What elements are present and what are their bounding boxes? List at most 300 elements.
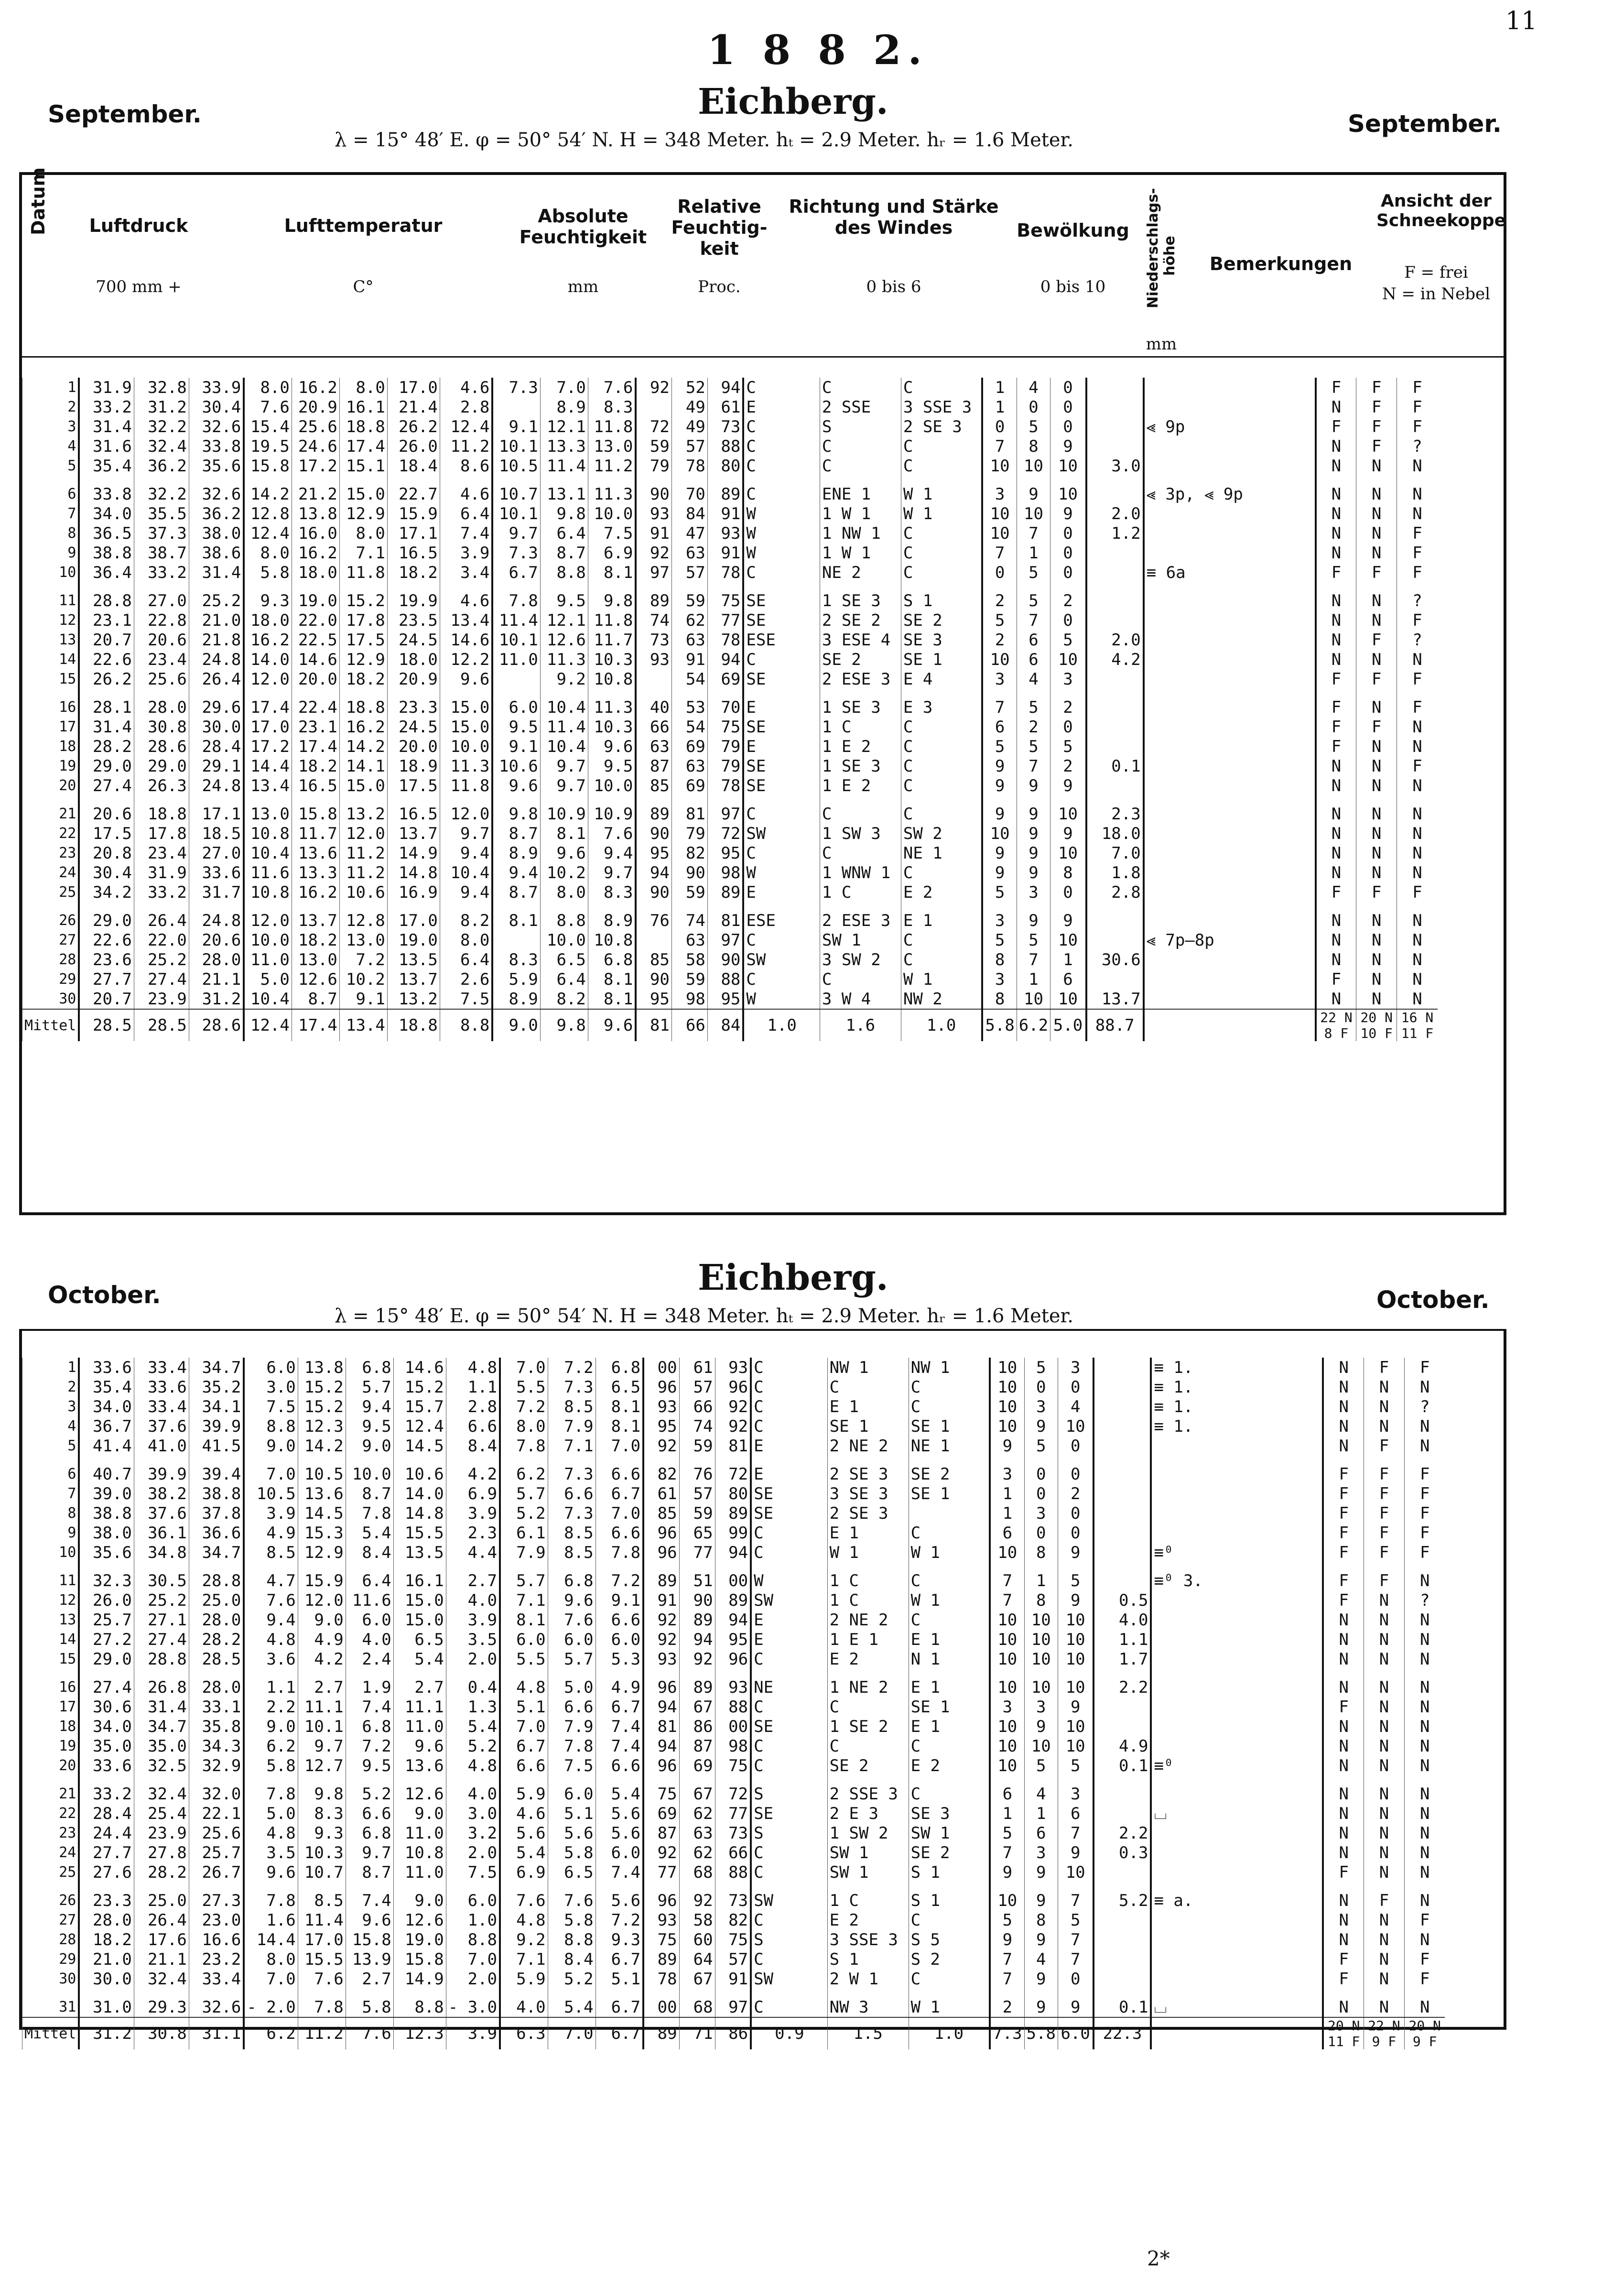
table-cell: 10 <box>982 523 1017 543</box>
table-cell: 8.0 <box>540 882 588 902</box>
table-cell: 14.6 <box>440 630 492 650</box>
table-cell: 93 <box>643 1649 679 1669</box>
table-cell: 4.8 <box>446 1756 500 1775</box>
table-cell: 34.0 <box>79 504 134 523</box>
table-cell: 73 <box>715 1891 751 1910</box>
mean-cell: 71 <box>679 2017 715 2049</box>
table-cell: 95 <box>707 843 743 863</box>
table-cell: 31.2 <box>134 397 189 417</box>
table-cell: 10.4 <box>244 843 292 863</box>
table-cell: F <box>1323 1484 1364 1503</box>
month-label-september-right: September. <box>1348 110 1502 138</box>
table-cell: 1 <box>990 1503 1024 1523</box>
table-cell: F <box>1356 630 1397 650</box>
table-cell: E 1 <box>901 911 982 930</box>
table-cell: 10.2 <box>339 969 387 989</box>
mean-cell: 7.6 <box>346 2017 393 2049</box>
table-cell: ? <box>1404 1590 1445 1610</box>
table-row <box>22 737 1438 756</box>
table-cell: N <box>1404 1610 1445 1630</box>
table-cell: 89 <box>707 882 743 902</box>
table-cell: 9 <box>982 804 1017 824</box>
table-cell: 35.0 <box>134 1736 189 1756</box>
table-cell: 3 <box>22 417 79 436</box>
table-cell: 10 <box>1058 1862 1093 1882</box>
table-cell: SW <box>751 1891 827 1910</box>
table-cell: 8.4 <box>346 1543 393 1562</box>
header-lufttemperatur-unit: C° <box>353 277 374 296</box>
table-cell: 76 <box>636 911 671 930</box>
table-cell: C <box>909 1397 990 1416</box>
table-cell: 26.2 <box>79 669 134 689</box>
table-cell: F <box>1323 1949 1364 1969</box>
table-cell: 5.8 <box>244 1756 298 1775</box>
table-cell: 5.7 <box>500 1484 548 1503</box>
table-cell: 6.8 <box>346 1717 393 1736</box>
table-cell: 11 <box>22 1571 79 1590</box>
table-cell <box>1093 1571 1151 1590</box>
table-row <box>22 824 1438 843</box>
table-cell: 11.0 <box>393 1717 446 1736</box>
table-cell: 7.3 <box>548 1503 595 1523</box>
table-cell: 3.0 <box>244 1377 298 1397</box>
table-row <box>22 1677 1445 1697</box>
table-cell <box>1093 1436 1151 1456</box>
table-cell: 10 <box>990 1756 1024 1775</box>
table-cell: 29.0 <box>79 756 134 776</box>
table-cell: E <box>743 697 820 717</box>
table-cell: N <box>1364 1397 1404 1416</box>
table-cell: C <box>909 1910 990 1930</box>
table-cell: 6.7 <box>595 1997 643 2017</box>
table-cell: C <box>751 1358 827 1377</box>
station-coords-oct: λ = 15° 48′ E. φ = 50° 54′ N. H = 348 Meter. hₜ = 2.9 Meter. hᵣ = 1.6 Meter. <box>335 1305 1073 1327</box>
table-cell: 59 <box>671 591 707 610</box>
table-cell: 3 <box>1058 1784 1093 1804</box>
table-cell: 9.3 <box>298 1823 346 1843</box>
table-cell: 6.1 <box>500 1523 548 1543</box>
table-cell: 41.5 <box>189 1436 244 1456</box>
table-cell: 38.0 <box>79 1523 134 1543</box>
table-cell: 31.7 <box>189 882 244 902</box>
table-cell: C <box>820 804 901 824</box>
table-cell: 15 <box>22 1649 79 1669</box>
table-row <box>22 1736 1445 1756</box>
table-cell: 2 <box>982 630 1017 650</box>
table-row <box>22 1717 1445 1736</box>
table-cell: 25.2 <box>189 591 244 610</box>
table-cell: 8.0 <box>339 523 387 543</box>
table-cell: N <box>1316 863 1356 882</box>
table-cell: 20 <box>22 1756 79 1775</box>
table-cell: 3 <box>1050 669 1086 689</box>
table-cell: 4 <box>22 1416 79 1436</box>
table-cell: F <box>1404 1910 1445 1930</box>
table-cell: 9.7 <box>540 776 588 795</box>
table-cell: 10.0 <box>588 504 636 523</box>
table-row <box>22 1523 1445 1543</box>
table-cell: 22.4 <box>292 697 339 717</box>
table-cell: C <box>743 930 820 950</box>
table-cell: 7.4 <box>595 1736 643 1756</box>
table-row <box>22 378 1438 397</box>
table-cell: 33.2 <box>79 1784 134 1804</box>
table-cell: 11.7 <box>292 824 339 843</box>
table-cell: 93 <box>636 504 671 523</box>
table-cell: 7.4 <box>440 523 492 543</box>
header-niederschlag-unit: mm <box>1146 335 1177 354</box>
table-cell: F <box>1404 1523 1445 1543</box>
table-cell: 1 <box>22 378 79 397</box>
table-row <box>22 1590 1445 1610</box>
table-cell: 5 <box>1017 697 1050 717</box>
table-cell: N <box>1404 1997 1445 2017</box>
table-cell: 17 <box>22 1697 79 1717</box>
table-cell: C <box>820 456 901 476</box>
table-cell: 3.9 <box>446 1610 500 1630</box>
table-cell: 38.2 <box>134 1484 189 1503</box>
table-cell: 7.2 <box>346 1736 393 1756</box>
table-cell: S <box>751 1784 827 1804</box>
table-cell <box>1151 1630 1323 1649</box>
table-cell: 13 <box>22 630 79 650</box>
table-cell: SW 2 <box>901 824 982 843</box>
table-cell: N <box>1316 911 1356 930</box>
table-cell: ⪡ 7p–8p <box>1144 930 1316 950</box>
table-cell: 14.2 <box>339 737 387 756</box>
table-cell: 4.9 <box>1093 1736 1151 1756</box>
table-cell: 14.6 <box>292 650 339 669</box>
table-cell: N <box>1364 1736 1404 1756</box>
table-cell: 38.8 <box>79 543 134 563</box>
table-cell: 4.8 <box>244 1630 298 1649</box>
table-cell: 7.0 <box>540 378 588 397</box>
table-cell: 6.0 <box>492 697 540 717</box>
table-cell: 4.7 <box>244 1571 298 1590</box>
table-cell: C <box>743 378 820 397</box>
table-cell: ≡ 1. <box>1151 1397 1323 1416</box>
table-cell <box>1093 1416 1151 1436</box>
table-cell: N <box>1404 1784 1445 1804</box>
table-cell: 14.5 <box>393 1436 446 1456</box>
table-cell: 22.0 <box>292 610 339 630</box>
table-cell: 0 <box>1050 397 1086 417</box>
table-cell: 31.4 <box>189 563 244 582</box>
table-cell: 1.7 <box>1093 1649 1151 1669</box>
table-cell: E <box>751 1436 827 1456</box>
table-cell: 94 <box>636 863 671 882</box>
table-cell: 2.0 <box>446 1649 500 1669</box>
table-cell: 15.0 <box>440 697 492 717</box>
table-cell: C <box>901 737 982 756</box>
table-cell: 36.6 <box>189 1523 244 1543</box>
table-cell: N <box>1356 737 1397 756</box>
table-cell: 2.8 <box>440 397 492 417</box>
table-cell: 57 <box>671 436 707 456</box>
table-cell: SE <box>751 1503 827 1523</box>
table-cell: 7 <box>1058 1891 1093 1910</box>
table-cell: 39.4 <box>189 1464 244 1484</box>
table-cell: F <box>1397 523 1438 543</box>
table-cell: 1.1 <box>1093 1630 1151 1649</box>
table-cell: 8.2 <box>440 911 492 930</box>
table-cell: 10 <box>1058 1736 1093 1756</box>
table-cell: 9 <box>1058 1697 1093 1717</box>
table-cell <box>1151 1862 1323 1882</box>
table-cell: 1 <box>1017 969 1050 989</box>
table-cell: F <box>1356 717 1397 737</box>
table-cell <box>492 397 540 417</box>
table-cell: 26 <box>22 911 79 930</box>
table-cell: 20.7 <box>79 989 134 1009</box>
table-cell: 27.4 <box>134 969 189 989</box>
table-cell: C <box>901 378 982 397</box>
table-cell: SE <box>743 591 820 610</box>
table-cell: 12.6 <box>540 630 588 650</box>
table-cell: 23.2 <box>189 1949 244 1969</box>
table-cell: 22.5 <box>292 630 339 650</box>
table-cell: 23.1 <box>292 717 339 737</box>
table-cell: 13.8 <box>292 504 339 523</box>
table-cell: 18.8 <box>339 417 387 436</box>
table-cell: 61 <box>679 1358 715 1377</box>
table-cell: 9 <box>1050 911 1086 930</box>
table-cell: N <box>1316 543 1356 563</box>
table-cell: 35.4 <box>79 1377 134 1397</box>
table-cell: 17.6 <box>134 1930 189 1949</box>
table-cell: C <box>751 1862 827 1882</box>
table-cell <box>1093 1717 1151 1736</box>
table-cell: SE <box>743 610 820 630</box>
table-cell: 93 <box>643 1397 679 1416</box>
table-cell: 29.0 <box>134 756 189 776</box>
table-cell: 6.0 <box>548 1784 595 1804</box>
table-cell <box>1093 1543 1151 1562</box>
table-cell: 30 <box>22 1969 79 1989</box>
table-cell: 36.7 <box>79 1416 134 1436</box>
table-cell: 10 <box>1050 989 1086 1009</box>
table-cell: 39.9 <box>189 1416 244 1436</box>
table-cell: 9.4 <box>588 843 636 863</box>
table-cell: N <box>1404 1436 1445 1456</box>
table-cell: N <box>1316 630 1356 650</box>
mean-cell: 88.7 <box>1086 1009 1144 1041</box>
mean-cell <box>1144 1009 1316 1041</box>
table-cell: 3 <box>1024 1843 1058 1862</box>
table-cell: 24 <box>22 1843 79 1862</box>
table-cell: 3.2 <box>446 1823 500 1843</box>
group-gap <box>22 902 1438 911</box>
table-cell: 2 <box>982 591 1017 610</box>
table-cell: 72 <box>715 1784 751 1804</box>
table-cell: 88 <box>715 1862 751 1882</box>
table-cell: 72 <box>707 824 743 843</box>
table-cell: 34.0 <box>79 1717 134 1736</box>
table-cell: 7.6 <box>548 1891 595 1910</box>
table-cell: 9.8 <box>298 1784 346 1804</box>
table-cell: 63 <box>671 630 707 650</box>
table-cell: W 1 <box>827 1543 909 1562</box>
table-cell: 66 <box>715 1843 751 1862</box>
table-cell: 58 <box>671 950 707 969</box>
table-cell: 35.5 <box>134 504 189 523</box>
table-cell: 27.3 <box>189 1891 244 1910</box>
table-cell: 58 <box>679 1910 715 1930</box>
table-cell: 7.4 <box>346 1891 393 1910</box>
page-number: 11 <box>1505 7 1537 35</box>
table-cell: 5.2 <box>500 1503 548 1523</box>
table-cell: 77 <box>715 1804 751 1823</box>
table-cell: C <box>751 1649 827 1669</box>
table-cell: 9.5 <box>346 1416 393 1436</box>
table-cell: 7 <box>990 1571 1024 1590</box>
table-cell <box>1093 1358 1151 1377</box>
table-cell: 7.4 <box>595 1717 643 1736</box>
header-wind: Richtung und Stärke des Windes <box>789 196 999 238</box>
table-cell: 29.0 <box>79 911 134 930</box>
table-cell: N <box>1364 1949 1404 1969</box>
table-cell: 9.1 <box>492 417 540 436</box>
table-cell: N <box>1404 1930 1445 1949</box>
table-cell: W 1 <box>901 504 982 523</box>
table-cell: 9.6 <box>244 1862 298 1882</box>
table-cell: 77 <box>707 610 743 630</box>
table-cell: 7.8 <box>244 1784 298 1804</box>
table-cell <box>1151 1784 1323 1804</box>
table-cell: 13.5 <box>393 1543 446 1562</box>
mean-cell: 1.0 <box>743 1009 820 1041</box>
table-cell: 9 <box>1050 436 1086 456</box>
table-cell: 6.0 <box>595 1843 643 1862</box>
table-cell: 1 <box>22 1358 79 1377</box>
table-cell: 9 <box>1058 1997 1093 2017</box>
table-cell: ⪡ 9p <box>1144 417 1316 436</box>
header-relative-feuchtigkeit: Relative Feuchtig-keit <box>671 196 768 259</box>
table-cell <box>909 1503 990 1523</box>
table-cell: 15.1 <box>339 456 387 476</box>
table-cell: 8.0 <box>339 378 387 397</box>
table-cell: 70 <box>707 697 743 717</box>
table-cell: 5.1 <box>548 1804 595 1823</box>
table-cell: 13.2 <box>339 804 387 824</box>
table-cell: 13.4 <box>244 776 292 795</box>
table-cell: 91 <box>707 504 743 523</box>
table-cell: 2 <box>1050 591 1086 610</box>
table-cell <box>1144 824 1316 843</box>
table-cell: NE 2 <box>820 563 901 582</box>
table-cell: 28.8 <box>79 591 134 610</box>
table-cell: 11.8 <box>339 563 387 582</box>
table-cell: 27.8 <box>134 1843 189 1862</box>
mean-cell: Mittel <box>22 1009 79 1041</box>
table-cell: 3.4 <box>440 563 492 582</box>
table-cell: 5.2 <box>1093 1891 1151 1910</box>
table-cell: 5 <box>1017 737 1050 756</box>
table-cell: 8.8 <box>548 1930 595 1949</box>
table-cell: 33.6 <box>189 863 244 882</box>
table-cell: 12.1 <box>540 610 588 630</box>
table-cell: E <box>743 737 820 756</box>
table-cell: 0 <box>982 417 1017 436</box>
mean-cell: 13.4 <box>339 1009 387 1041</box>
table-cell: 23.9 <box>134 1823 189 1843</box>
table-cell: 10.9 <box>588 804 636 824</box>
table-cell: 73 <box>715 1823 751 1843</box>
table-cell: 37.3 <box>134 523 189 543</box>
table-cell: N <box>1316 989 1356 1009</box>
table-cell: C <box>909 1571 990 1590</box>
table-cell: N <box>1404 1677 1445 1697</box>
table-cell: 11.3 <box>440 756 492 776</box>
table-cell: 38.6 <box>189 543 244 563</box>
table-cell: 33.2 <box>134 563 189 582</box>
table-cell: 5.4 <box>393 1649 446 1669</box>
table-cell: 2 <box>1058 1484 1093 1503</box>
table-cell: 2.4 <box>346 1649 393 1669</box>
table-cell: 5.4 <box>548 1997 595 2017</box>
table-row <box>22 650 1438 669</box>
table-row <box>22 697 1438 717</box>
table-cell: 4.2 <box>298 1649 346 1669</box>
table-cell: 10.1 <box>492 630 540 650</box>
table-cell: 1 <box>982 378 1017 397</box>
table-cell <box>1144 737 1316 756</box>
table-cell: 8.5 <box>548 1397 595 1416</box>
table-cell: 15.2 <box>393 1377 446 1397</box>
table-cell <box>1086 417 1144 436</box>
table-cell: 10.1 <box>492 436 540 456</box>
table-cell: 76 <box>679 1464 715 1484</box>
table-cell: 12.6 <box>393 1784 446 1804</box>
table-cell: 32.3 <box>79 1571 134 1590</box>
table-cell: N <box>1323 1930 1364 1949</box>
table-cell: C <box>743 456 820 476</box>
table-cell <box>1151 1503 1323 1523</box>
table-cell: 9.0 <box>244 1717 298 1736</box>
table-cell <box>1144 456 1316 476</box>
table-cell: 2.0 <box>446 1969 500 1989</box>
table-cell: F <box>1323 1697 1364 1717</box>
table-cell: 7.3 <box>492 378 540 397</box>
table-cell: E 3 <box>901 697 982 717</box>
table-cell: 1 <box>982 397 1017 417</box>
table-cell: C <box>751 1756 827 1775</box>
table-cell: 7.6 <box>244 1590 298 1610</box>
table-cell: 10 <box>990 1630 1024 1649</box>
table-cell: 62 <box>679 1843 715 1862</box>
table-cell: N <box>1397 484 1438 504</box>
table-cell: N <box>1356 804 1397 824</box>
table-cell: C <box>909 1736 990 1756</box>
table-cell: F <box>1364 1358 1404 1377</box>
table-cell: 5 <box>1050 630 1086 650</box>
table-cell: 1 <box>990 1804 1024 1823</box>
table-cell: SW 1 <box>827 1843 909 1862</box>
table-cell: 1 <box>990 1484 1024 1503</box>
table-cell: 8.9 <box>492 843 540 863</box>
table-cell: N <box>1356 523 1397 543</box>
table-cell: 36.1 <box>134 1523 189 1543</box>
table-cell: N <box>1364 1610 1404 1630</box>
table-cell: N <box>1364 1784 1404 1804</box>
table-cell: 63 <box>679 1823 715 1843</box>
table-cell: N <box>1323 1436 1364 1456</box>
table-cell: 11.1 <box>393 1697 446 1717</box>
table-cell: F <box>1356 882 1397 902</box>
table-cell: SE 2 <box>901 610 982 630</box>
table-cell: 14 <box>22 1630 79 1649</box>
table-cell: 5.6 <box>500 1823 548 1843</box>
